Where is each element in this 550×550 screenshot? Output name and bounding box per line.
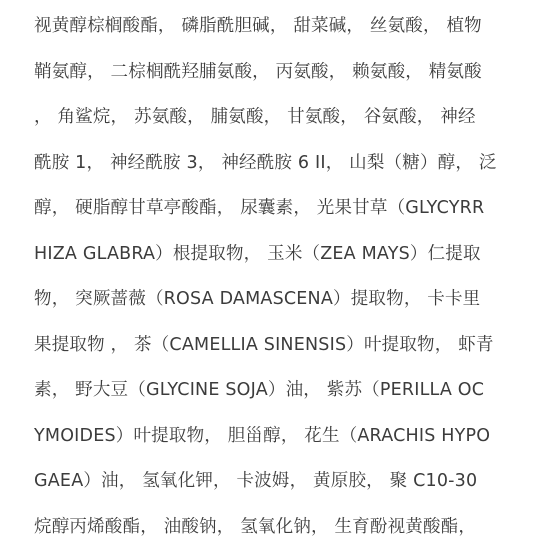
ingredient-line: 果提取物 ， 茶（CAMELLIA SINENSIS）叶提取物， 虾青 xyxy=(34,334,494,355)
ingredient-line: 烷醇丙烯酸酯， 油酸钠， 氢氧化钠， 生育酚视黄酸酯， xyxy=(34,516,477,537)
ingredient-line: 物， 突厥蔷薇（ROSA DAMASCENA）提取物， 卡卡里 xyxy=(34,289,481,309)
ingredient-line: YMOIDES）叶提取物， 胆甾醇， 花生（ARACHIS HYPO xyxy=(34,425,491,446)
ingredient-line: 醇， 硬脂醇甘草亭酸酯， 尿囊素， 光果甘草（GLYCYRR xyxy=(34,198,485,218)
ingredient-line: 鞘氨醇， 二棕榈酰羟脯氨酸， 丙氨酸， 赖氨酸， 精氨酸 xyxy=(34,61,482,82)
ingredient-line: 酰胺 1， 神经酰胺 3， 神经酰胺 6 II， 山梨（糖）醇， 泛 xyxy=(34,152,497,173)
ingredient-line: HIZA GLABRA）根提取物， 玉米（ZEA MAYS）仁提取 xyxy=(34,243,481,264)
ingredient-line: GAEA）油， 氢氧化钾， 卡波姆， 黄原胶， 聚 C10-30 xyxy=(34,471,478,491)
ingredient-line: ， 角鲨烷， 苏氨酸， 脯氨酸， 甘氨酸， 谷氨酸， 神经 xyxy=(34,107,476,127)
ingredient-line: 素， 野大豆（GLYCINE SOJA）油， 紫苏（PERILLA OC xyxy=(34,380,485,400)
ingredient-list xyxy=(34,4,520,550)
ingredient-line: 视黄醇棕榈酸酯， 磷脂酰胆碱， 甜菜碱， 丝氨酸， 植物 xyxy=(34,16,482,36)
